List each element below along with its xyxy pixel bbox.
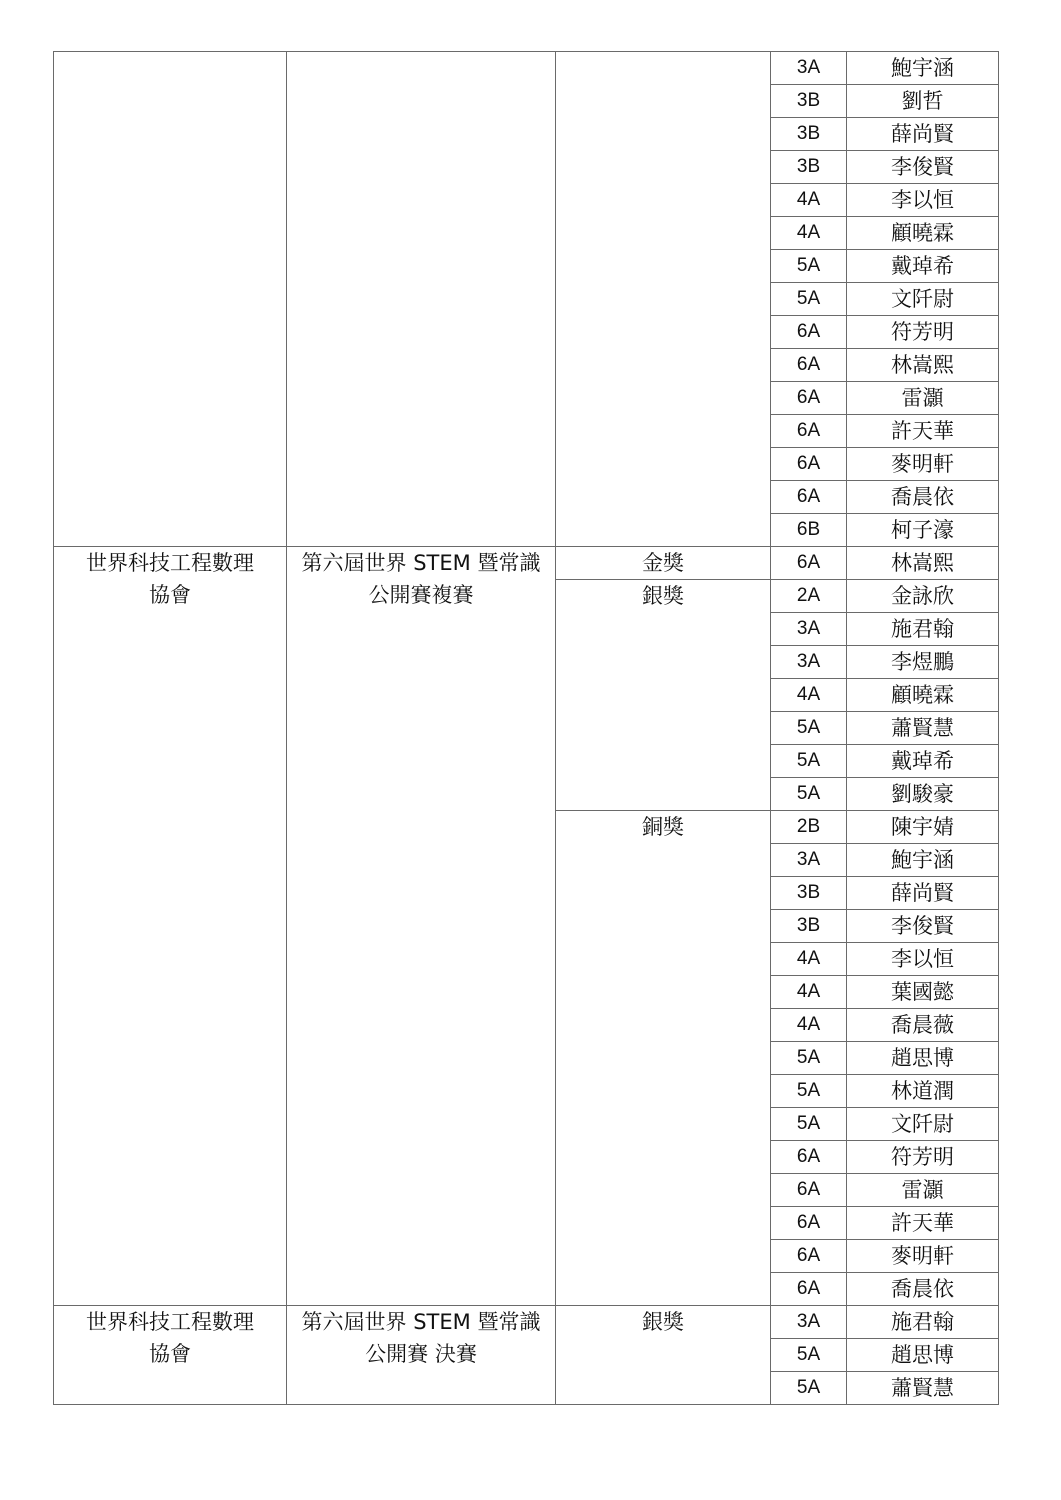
class-cell: 6A [771,1207,847,1240]
student-name-cell: 符芳明 [847,316,999,349]
awards-table-body [54,52,999,1405]
class-cell: 4A [771,217,847,250]
award-cell: 銅獎 [556,811,771,1306]
class-cell: 3B [771,910,847,943]
class-cell: 5A [771,250,847,283]
student-name-cell: 文阡尉 [847,1108,999,1141]
table-row [54,52,999,85]
class-cell: 5A [771,1108,847,1141]
class-cell: 6A [771,1174,847,1207]
class-cell: 2B [771,811,847,844]
class-cell: 3A [771,52,847,85]
student-name-cell: 顧曉霖 [847,217,999,250]
organizer-cell: 世界科技工程數理協會 [54,547,287,1306]
award-cell: 銀獎 [556,1306,771,1405]
class-cell: 3A [771,1306,847,1339]
student-name-cell: 李俊賢 [847,910,999,943]
student-name-cell: 戴琸希 [847,745,999,778]
class-cell: 3A [771,844,847,877]
class-cell: 6A [771,382,847,415]
class-cell: 2A [771,580,847,613]
class-cell: 6A [771,1273,847,1306]
student-name-cell: 文阡尉 [847,283,999,316]
student-name-cell: 喬晨依 [847,1273,999,1306]
class-cell: 6B [771,514,847,547]
student-name-cell: 喬晨依 [847,481,999,514]
student-name-cell: 施君翰 [847,1306,999,1339]
student-name-cell: 林嵩熙 [847,547,999,580]
class-cell: 4A [771,1009,847,1042]
student-name-cell: 趙思博 [847,1339,999,1372]
award-cell: 金獎 [556,547,771,580]
student-name-cell: 薛尚賢 [847,118,999,151]
competition-cell: 第六屆世界 STEM 暨常識公開賽 決賽 [287,1306,556,1405]
class-cell: 4A [771,943,847,976]
class-cell: 4A [771,976,847,1009]
student-name-cell: 符芳明 [847,1141,999,1174]
competition-cell: 第六屆世界 STEM 暨常識公開賽複賽 [287,547,556,1306]
student-name-cell: 金詠欣 [847,580,999,613]
student-name-cell: 鮑宇涵 [847,844,999,877]
table-row [54,547,999,580]
class-cell: 3A [771,613,847,646]
student-name-cell: 陳宇婧 [847,811,999,844]
award-cell: 銀獎 [556,580,771,811]
class-cell: 6A [771,481,847,514]
class-cell: 6A [771,448,847,481]
class-cell: 6A [771,547,847,580]
competition-cell [287,52,556,547]
student-name-cell: 趙思博 [847,1042,999,1075]
class-cell: 5A [771,712,847,745]
table-row [54,1306,999,1339]
student-name-cell: 劉駿豪 [847,778,999,811]
class-cell: 5A [771,1042,847,1075]
student-name-cell: 雷灝 [847,382,999,415]
student-name-cell: 柯子濠 [847,514,999,547]
class-cell: 3B [771,118,847,151]
student-name-cell: 葉國懿 [847,976,999,1009]
class-cell: 5A [771,283,847,316]
class-cell: 5A [771,1339,847,1372]
class-cell: 6A [771,316,847,349]
student-name-cell: 許天華 [847,1207,999,1240]
class-cell: 3B [771,877,847,910]
organizer-cell [54,52,287,547]
student-name-cell: 許天華 [847,415,999,448]
class-cell: 5A [771,778,847,811]
class-cell: 3B [771,151,847,184]
class-cell: 4A [771,679,847,712]
class-cell: 6A [771,1141,847,1174]
student-name-cell: 顧曉霖 [847,679,999,712]
student-name-cell: 李以恒 [847,184,999,217]
class-cell: 4A [771,184,847,217]
class-cell: 5A [771,1075,847,1108]
student-name-cell: 戴琸希 [847,250,999,283]
student-name-cell: 喬晨薇 [847,1009,999,1042]
class-cell: 5A [771,1372,847,1405]
student-name-cell: 雷灝 [847,1174,999,1207]
awards-table [53,51,999,1405]
student-name-cell: 薛尚賢 [847,877,999,910]
student-name-cell: 蕭賢慧 [847,712,999,745]
class-cell: 6A [771,415,847,448]
student-name-cell: 麥明軒 [847,1240,999,1273]
award-cell [556,52,771,547]
student-name-cell: 李俊賢 [847,151,999,184]
student-name-cell: 蕭賢慧 [847,1372,999,1405]
class-cell: 6A [771,349,847,382]
student-name-cell: 林道潤 [847,1075,999,1108]
student-name-cell: 李以恒 [847,943,999,976]
student-name-cell: 鮑宇涵 [847,52,999,85]
student-name-cell: 李煜鵬 [847,646,999,679]
student-name-cell: 林嵩熙 [847,349,999,382]
student-name-cell: 麥明軒 [847,448,999,481]
class-cell: 6A [771,1240,847,1273]
student-name-cell: 劉哲 [847,85,999,118]
class-cell: 3B [771,85,847,118]
student-name-cell: 施君翰 [847,613,999,646]
class-cell: 5A [771,745,847,778]
organizer-cell: 世界科技工程數理協會 [54,1306,287,1405]
class-cell: 3A [771,646,847,679]
